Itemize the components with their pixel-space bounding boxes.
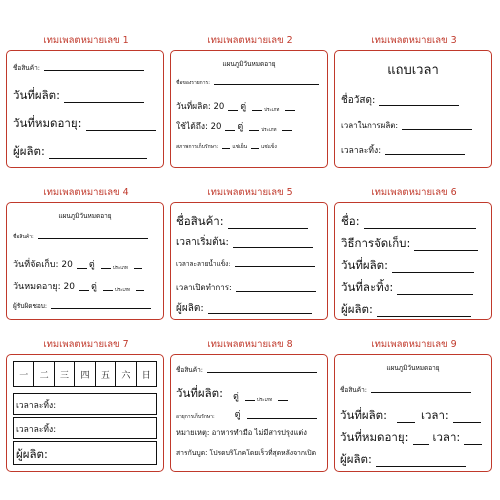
discard-box-1 (13, 393, 157, 415)
mfg-date-label: วันที่ผลิต: (340, 408, 388, 422)
thai-glyph: ตูู่ (233, 392, 239, 402)
label-card-9 (334, 354, 492, 472)
label-card-6 (334, 202, 492, 320)
name-label: ชื่อ: (341, 214, 360, 228)
storage-label: สภาพการเก็บรักษา: (176, 144, 219, 150)
maker-label: ผู้ผลิต: (176, 303, 204, 314)
use-by-label: ใช้ได้ถึง: 20 (176, 122, 222, 132)
label-card-3 (334, 50, 492, 168)
thai-glyph: ตูู่ (234, 410, 241, 420)
weekday-cell[interactable]: 五 (96, 362, 116, 386)
product-name-label: ชื่อสินค้า: (13, 64, 40, 72)
mfg-date-label: วันที่ผลิต: (341, 258, 389, 272)
small-mark: ประเภท (112, 266, 128, 271)
shelf-life-label: อายุการเก็บรักษา: (176, 414, 215, 420)
discard-time-label: เวลาละทิ้ง: (341, 146, 382, 156)
time-label: เวลา: (421, 408, 449, 422)
time-label: เวลา: (432, 430, 461, 444)
label-card-2 (170, 50, 328, 168)
weekday-cell[interactable]: 一 (14, 362, 34, 386)
frozen-option: แช่เย็น (232, 144, 248, 150)
storage-method-label: วิธีการจัดเก็บ: (341, 236, 411, 250)
weekday-cell[interactable]: 三 (55, 362, 75, 386)
thai-glyph: ตูู่ (240, 102, 247, 112)
discard-date-label: วันที่ละทิ้ง: (341, 280, 394, 294)
product-name-label: ชื่อสินค้า: (13, 234, 34, 240)
note-text: หมายเหตุ: อาหารทำมือ ไม่มีสารปรุงแต่ง (176, 428, 307, 437)
reminder-text: สารกันบูด: โปรดบริโภคโดยเร็วที่สุดหลังจากเปิด (176, 449, 317, 457)
weekday-grid (13, 361, 157, 387)
card-2-heading: แผนภูมิวันหมดอายุ (222, 60, 276, 68)
product-name-label: ชื่อสินค้า: (340, 386, 367, 394)
template-4-title: เทมเพลตหมายเลข 4 (43, 187, 129, 198)
product-name-label: ชื่อสินค้า: (176, 214, 224, 228)
start-time-label: เวลาเริ่มต้น: (176, 237, 229, 248)
thai-glyph: ตูู่ (237, 122, 244, 132)
template-2-title: เทมเพลตหมายเลข 2 (207, 35, 293, 46)
small-mark: ประเภท (261, 128, 277, 133)
exp-date-label: วันที่หมดอายุ: (13, 116, 82, 130)
label-card-7 (6, 354, 164, 472)
template-1-title: เทมเพลตหมายเลข 1 (43, 35, 129, 46)
open-time-label: เวลาเปิดทำการ: (176, 283, 232, 292)
material-name-label: ชื่อวัสดุ: (341, 95, 376, 106)
discard-label: เวลาละทิ้ง: (16, 425, 57, 435)
template-5 (170, 182, 330, 322)
mfg-date-label: วันที่ผลิต: (13, 88, 61, 102)
template-7-title: เทมเพลตหมายเลข 7 (43, 339, 129, 350)
template-6-title: เทมเพลตหมายเลข 6 (371, 187, 457, 198)
mfg-date-label: วันที่ผลิต: 20 (176, 102, 225, 112)
maker-box (13, 441, 157, 465)
small-mark: ประเภท (114, 288, 131, 293)
template-3-title: เทมเพลตหมายเลข 3 (371, 35, 457, 46)
thai-glyph: ตูู่ (91, 282, 97, 292)
label-card-5 (170, 202, 328, 320)
discard-box-2 (13, 417, 157, 439)
discard-label: เวลาละทิ้ง: (16, 401, 57, 411)
exp-date-label: วันหมดอายุ: 20 (13, 282, 75, 292)
weekday-cell[interactable]: 六 (116, 362, 136, 386)
template-9-title: เทมเพลตหมายเลข 9 (371, 339, 457, 350)
item-name-label: ชื่อของรายการ: (176, 80, 210, 86)
maker-label: ผู้ผลิต: (13, 144, 45, 158)
template-8-title: เทมเพลตหมายเลข 8 (207, 339, 293, 350)
label-card-1 (6, 50, 164, 168)
card-9-heading: แผนภูมิวันหมดอายุ (386, 364, 440, 372)
maker-label: ผู้ผลิต: (16, 447, 48, 461)
weekday-cell[interactable]: 二 (34, 362, 54, 386)
maker-label: ผู้ผลิต: (340, 452, 372, 466)
card-3-heading: แถบเวลา (387, 63, 439, 78)
storage-date-label: วันที่จัดเก็บ: 20 (13, 260, 73, 270)
ice-option: แช่แข็ง (261, 144, 277, 150)
product-name-label: ชื่อสินค้า: (176, 366, 203, 374)
label-card-4 (6, 202, 164, 320)
label-card-8 (170, 354, 328, 472)
template-3 (334, 30, 494, 170)
thai-glyph: ตูู่ (88, 260, 95, 270)
maker-label: ผู้ผลิต: (341, 302, 373, 316)
template-1 (6, 30, 166, 170)
template-8 (170, 334, 330, 474)
mfg-date-label: วันที่ผลิต: (176, 386, 224, 400)
weekday-cell[interactable]: 日 (141, 370, 151, 381)
template-7 (6, 334, 166, 474)
weekday-cell[interactable]: 四 (75, 362, 95, 386)
template-4 (6, 182, 166, 322)
card-4-heading: แผนภูมิวันหมดอายุ (58, 212, 112, 220)
template-6 (334, 182, 494, 322)
owner-label: ผู้รับผิดชอบ: (13, 302, 48, 310)
template-9 (334, 334, 494, 474)
small-mark: ประเภท (256, 398, 273, 403)
small-mark: ประเภท (264, 108, 280, 113)
exp-date-label: วันที่หมดอายุ: (340, 430, 409, 444)
template-2 (170, 30, 330, 170)
template-5-title: เทมเพลตหมายเลข 5 (207, 187, 293, 198)
production-time-label: เวลาในการผลิต: (341, 121, 399, 130)
thaw-time-label: เวลาละลายน้ำแข็ง: (176, 260, 231, 268)
